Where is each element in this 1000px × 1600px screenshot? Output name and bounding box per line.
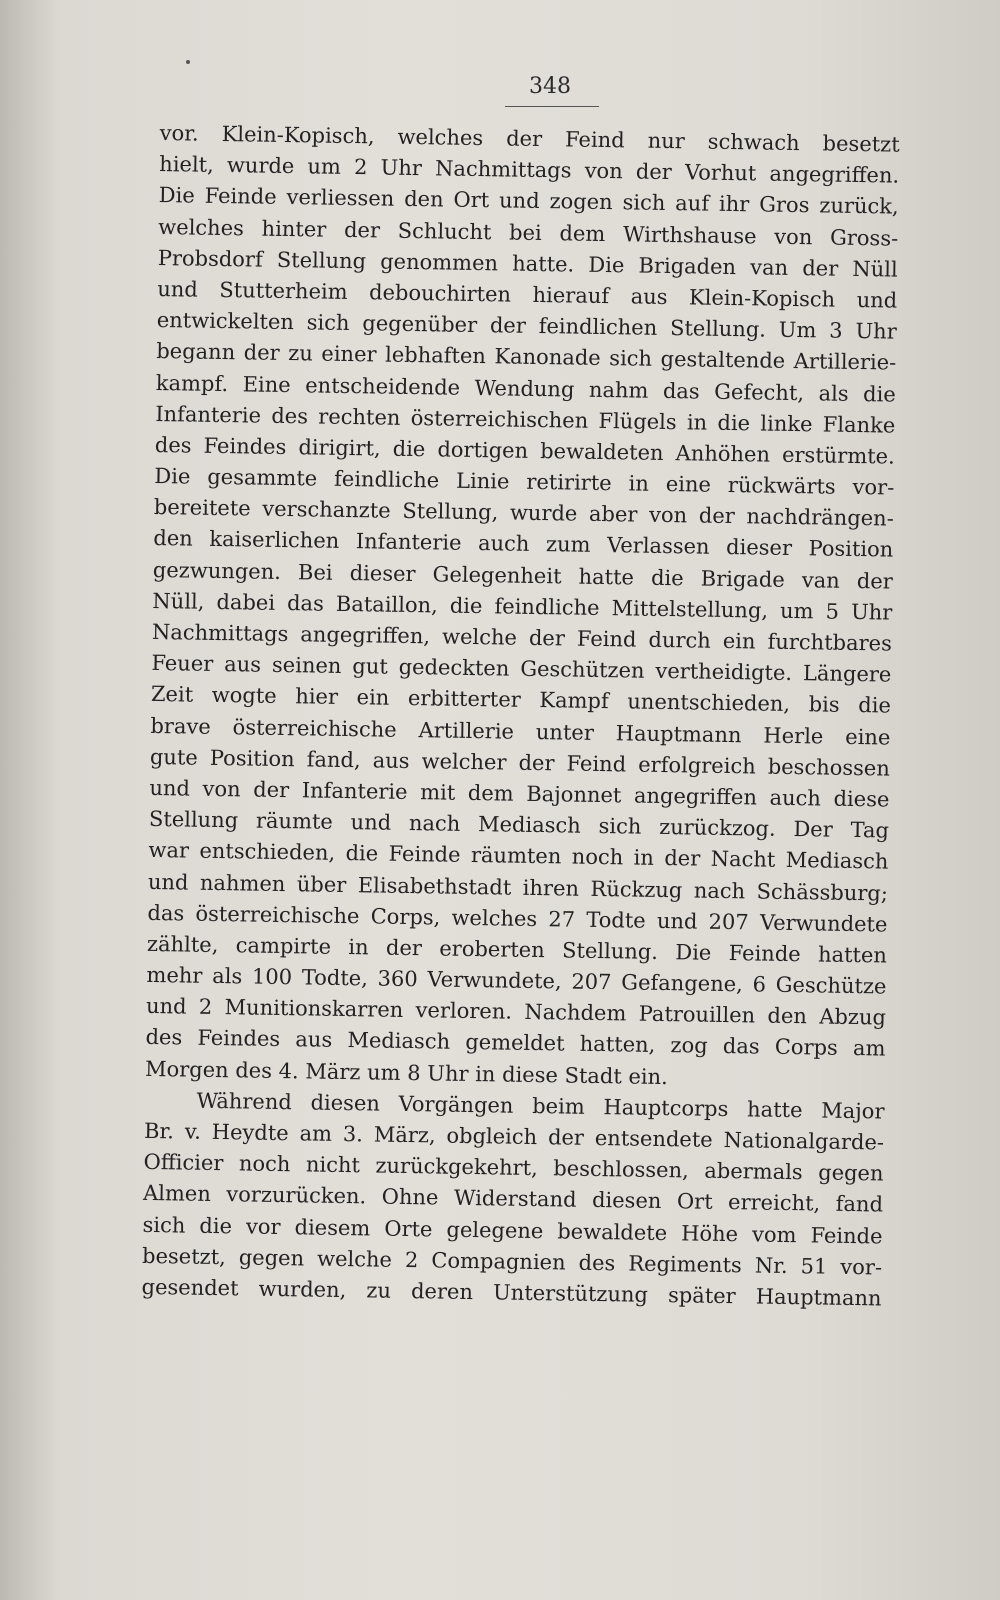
text-line: welches hinter der Schlucht bei dem Wirthshause von Gross- [158, 214, 899, 251]
text-line: Zeit wogte hier ein erbitterter Kampf unentschieden, bis die [150, 682, 892, 718]
text-line: Br. v. Heydte am 3. März, obgleich der entsendete Nationalgarde- [143, 1118, 885, 1155]
text-line: Die Feinde verliessen den Ort und zogen sich auf ihr Gros zurück, [158, 183, 899, 219]
text-line: des Feindes aus Mediasch gemeldet hatten, zog das Corps am [145, 1025, 886, 1061]
text-line: kampf. Eine entscheidende Wendung nahm das Gefecht, als die [155, 370, 896, 407]
text-line: Morgen des 4. März um 8 Uhr in diese Stadt ein. [144, 1056, 669, 1089]
text-line: und nahmen über Elisabethstadt ihren Rückzug nach Schässburg; [147, 869, 889, 906]
body-text [141, 118, 900, 1315]
text-line: Nachmittags angegriffen, welche der Feind durch ein furchtbares [151, 619, 893, 656]
text-line: des Feindes dirigirt, die dortigen bewaldeten Anhöhen erstürmte. [154, 432, 895, 469]
text-line: brave österreichische Artillerie unter Hauptmann Herle eine [150, 713, 891, 750]
text-line: Die gesammte feindliche Linie retirirte in eine rückwärts vor- [154, 464, 895, 500]
text-line: das österreichische Corps, welches 27 Todte und 207 Verwundete [147, 900, 888, 937]
text-line: Stellung räumte und nach Mediasch sich zurückzog. Der Tag [148, 807, 890, 843]
text-line: gezwungen. Bei dieser Gelegenheit hatte die Brigade van der [152, 557, 894, 594]
text-line: war entschieden, die Feinde räumten noch in der Nacht Mediasch [148, 838, 889, 874]
text-line: Feuer aus seinen gut gedeckten Geschützen vertheidigte. Längere [151, 651, 892, 687]
text-line: begann der zu einer lebhaften Kanonade sich gestaltende Artillerie- [156, 339, 897, 375]
ink-speck [186, 60, 190, 64]
text-line: Officier noch nicht zurückgekehrt, beschlossen, abermals gegen [143, 1150, 884, 1186]
text-line: mehr als 100 Todte, 360 Verwundete, 207 Gefangene, 6 Geschütze [146, 962, 887, 999]
text-line: bereitete verschanzte Stellung, wurde aber von der nachdrängen- [153, 495, 894, 531]
page-number: 348 [529, 74, 571, 99]
text-line: Probsdorf Stellung genommen hatte. Die Brigaden van der Nüll [157, 245, 898, 282]
text-line: gute Position fand, aus welcher der Feind erfolgreich beschossen [149, 744, 891, 781]
text-line: und von der Infanterie mit dem Bajonnet angegriffen auch diese [149, 775, 890, 812]
text-line: besetzt, gegen welche 2 Compagnien des Regiments Nr. 51 vor- [141, 1243, 883, 1280]
text-line: hielt, wurde um 2 Uhr Nachmittags von der Vorhut angegriffen. [159, 152, 900, 188]
text-line: und 2 Munitionskarren verloren. Nachdem Patrouillen den Abzug [145, 994, 887, 1030]
text-line: Almen vorzurücken. Ohne Widerstand diesen Ort erreicht, fand [142, 1181, 884, 1217]
text-line: Nüll, dabei das Bataillon, die feindliche Mittelstellung, um 5 Uhr [152, 588, 893, 625]
text-line: und Stutterheim debouchirten hierauf aus Klein-Kopisch und [157, 276, 898, 313]
text-line: entwickelten sich gegenüber der feindlichen Stellung. Um 3 Uhr [156, 308, 897, 344]
text-line: Infanterie des rechten österreichischen Flügels in die linke Flanke [155, 401, 896, 438]
page-number-rule [505, 106, 599, 107]
text-line: gesendet wurden, zu deren Unterstützung später Hauptmann [141, 1274, 882, 1311]
text-line: vor. Klein-Kopisch, welches der Feind nur schwach besetzt [159, 120, 900, 157]
text-line: sich die vor diesem Orte gelegene bewaldete Höhe vom Feinde [142, 1212, 883, 1249]
text-line: Während diesen Vorgängen beim Hauptcorps hatte Major [196, 1088, 885, 1124]
text-line: den kaiserlichen Infanterie auch zum Verlassen dieser Position [153, 526, 894, 563]
text-line: zählte, campirte in der eroberten Stellung. Die Feinde hatten [146, 931, 888, 968]
